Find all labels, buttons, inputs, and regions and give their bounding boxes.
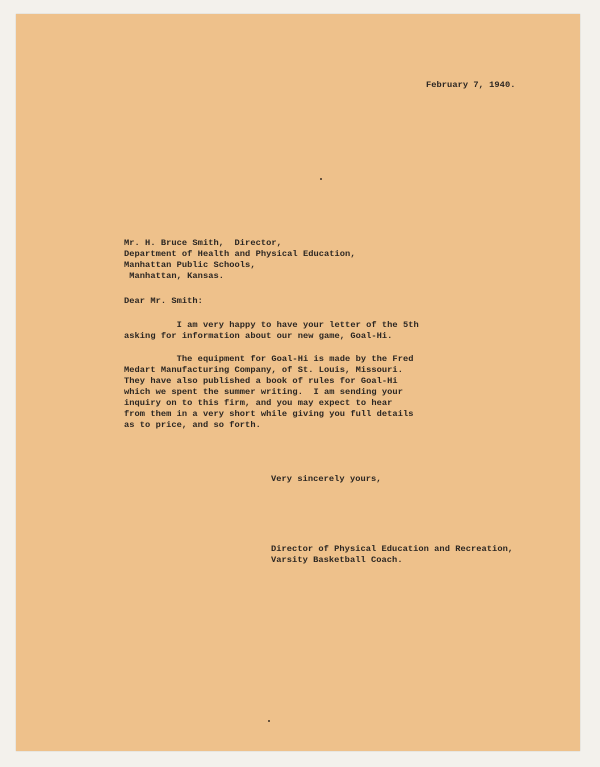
recipient-line: Department of Health and Physical Education, [124,249,356,259]
body-line: inquiry on to this firm, and you may expect to hear [124,398,393,408]
body-line: as to price, and so forth. [124,420,261,430]
body-line: They have also published a book of rules for Goal-Hi [124,376,398,386]
letter-page [16,14,580,751]
body-line: I am very happy to have your letter of the 5th [124,320,419,330]
ink-speck [268,720,270,722]
recipient-line: Manhattan Public Schools, [124,260,256,270]
body-line: which we spent the summer writing. I am sending your [124,387,403,397]
body-line: The equipment for Goal-Hi is made by the Fred [124,354,414,364]
closing: Very sincerely yours, [271,474,382,484]
salutation: Dear Mr. Smith: [124,296,203,306]
body-line: from them in a very short while giving you full details [124,409,414,419]
signature-line: Varsity Basketball Coach. [271,555,403,565]
signature-line: Director of Physical Education and Recreation, [271,544,514,554]
body-line: asking for information about our new game, Goal-Hi. [124,331,393,341]
recipient-line: Mr. H. Bruce Smith, Director, [124,238,282,248]
letter-date: February 7, 1940. [426,80,516,90]
body-line: Medart Manufacturing Company, of St. Louis, Missouri. [124,365,403,375]
recipient-line: Manhattan, Kansas. [124,271,225,281]
ink-speck [320,178,322,180]
